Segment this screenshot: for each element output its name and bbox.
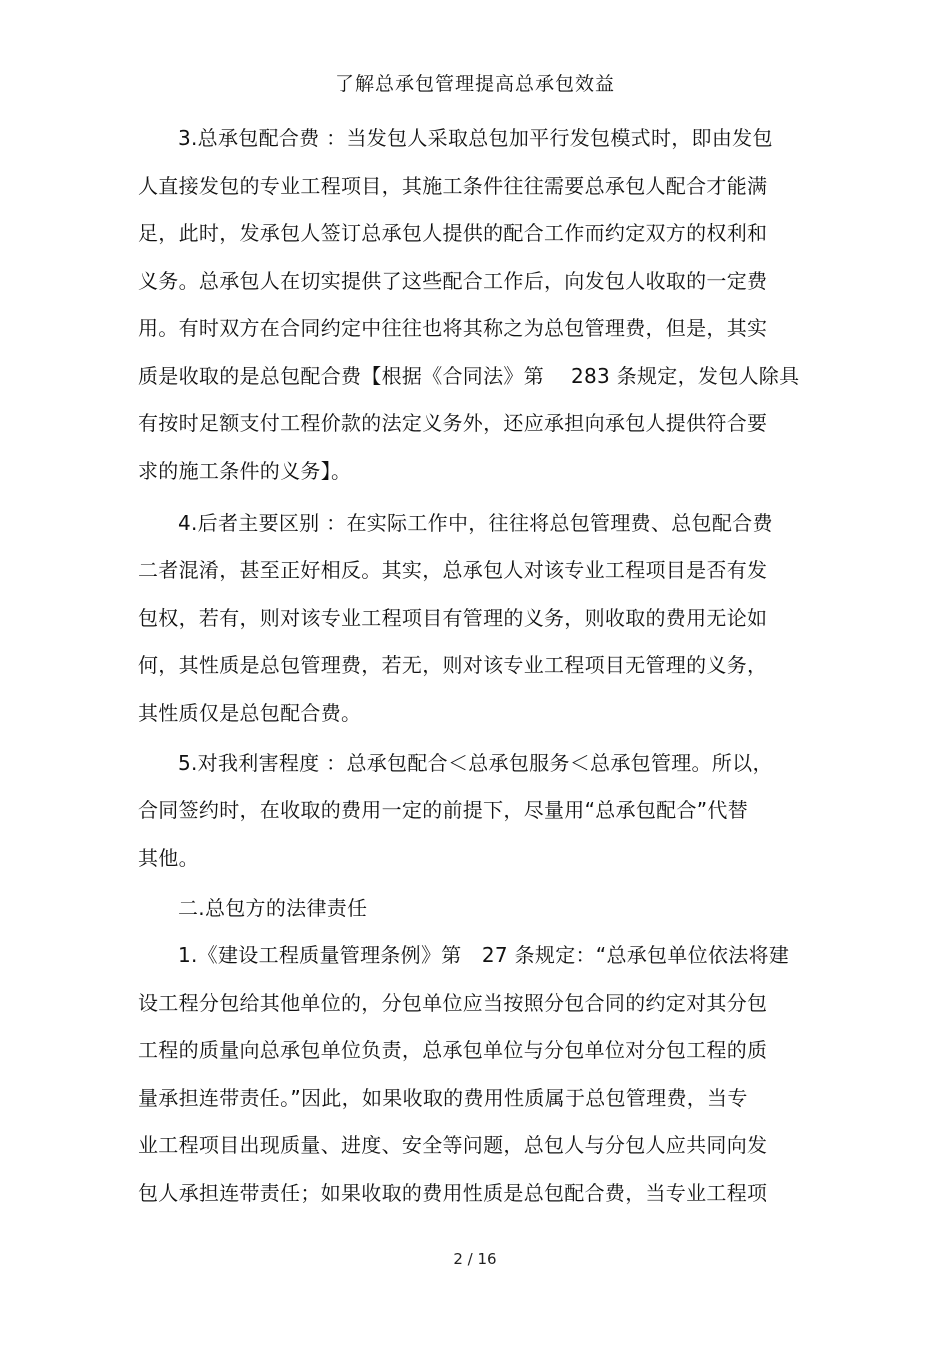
body-line: 义务。总承包人在切实提供了这些配合工作后，向发包人收取的一定费	[138, 269, 768, 293]
body-line: 求的施工条件的义务】。	[138, 459, 352, 483]
page-number: 2 / 16	[453, 1250, 497, 1268]
body-line: 有按时足额支付工程价款的法定义务外，还应承担向承包人提供符合要	[138, 411, 768, 435]
body-line: 量承担连带责任。”因此，如果收取的费用性质属于总包管理费，当专	[138, 1086, 748, 1110]
body-line: 其他。	[138, 846, 199, 870]
body-line: 4.后者主要区别 ：在实际工作中，往往将总包管理费、总包配合费	[178, 511, 773, 535]
page-title: 了解总承包管理提高总承包效益	[334, 73, 615, 95]
body-line: 其性质仅是总包配合费。	[138, 701, 362, 725]
body-line: 何，其性质是总包管理费，若无，则对该专业工程项目无管理的义务，	[138, 653, 768, 677]
body-line: 足，此时，发承包人签订总承包人提供的配合工作而约定双方的权利和	[138, 221, 768, 245]
body-line: 包权，若有，则对该专业工程项目有管理的义务，则收取的费用无论如	[138, 606, 768, 630]
body-line: 人直接发包的专业工程项目，其施工条件往往需要总承包人配合才能满	[138, 174, 768, 198]
body-line: 质是收取的是总包配合费【根据《合同法》第 283 条规定，发包人除具	[138, 364, 800, 388]
body-line: 设工程分包给其他单位的，分包单位应当按照分包合同的约定对其分包	[138, 991, 768, 1015]
body-line: 3.总承包配合费 ：当发包人采取总包加平行发包模式时，即由发包	[178, 126, 773, 150]
body-line: 1.《建设工程质量管理条例》第 27 条规定：“总承包单位依法将建	[178, 943, 790, 967]
body-line: 合同签约时，在收取的费用一定的前提下，尽量用“总承包配合”代替	[138, 798, 749, 822]
body-line: 工程的质量向总承包单位负责，总承包单位与分包单位对分包工程的质	[138, 1038, 768, 1062]
body-line: 二者混淆，甚至正好相反。其实，总承包人对该专业工程项目是否有发	[138, 558, 768, 582]
body-line: 用。有时双方在合同约定中往往也将其称之为总包管理费，但是，其实	[138, 316, 768, 340]
body-line: 5.对我利害程度 ：总承包配合＜总承包服务＜总承包管理。所以，	[178, 751, 773, 775]
body-line: 包人承担连带责任；如果收取的费用性质是总包配合费，当专业工程项	[138, 1181, 768, 1205]
body-line: 业工程项目出现质量、进度、安全等问题，总包人与分包人应共同向发	[138, 1133, 768, 1157]
section-heading: 二.总包方的法律责任	[178, 896, 368, 920]
